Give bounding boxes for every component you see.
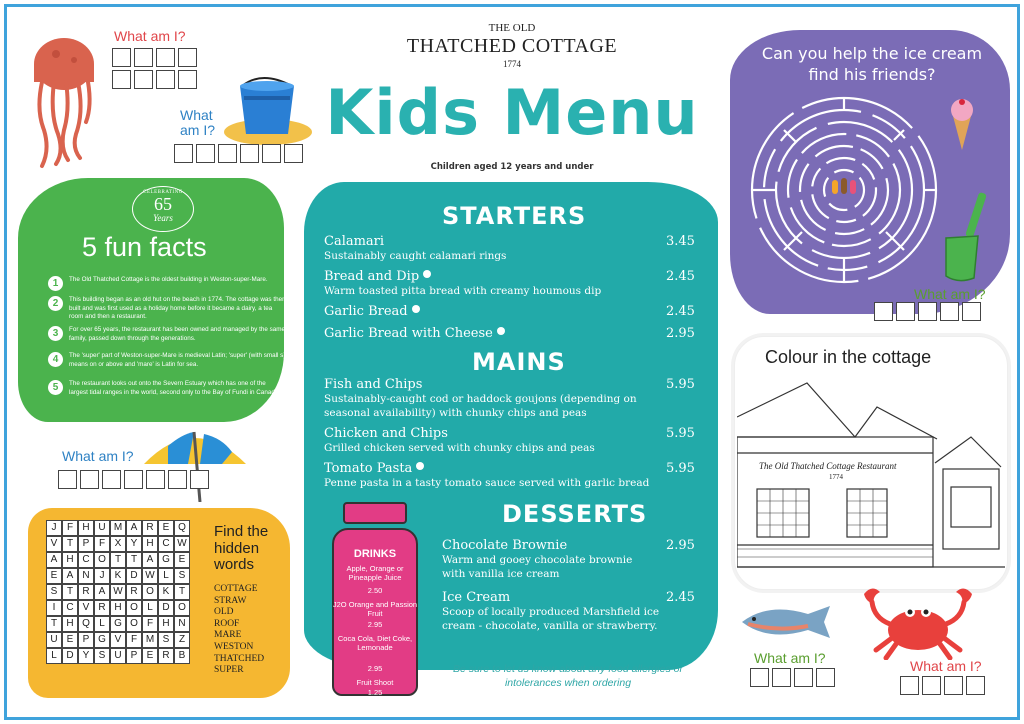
what-am-i-label-umbrella: What am I? [62, 448, 134, 464]
badge-number: 65 [154, 194, 172, 214]
menu-item-name: Garlic Bread [324, 304, 408, 319]
word-search-cell[interactable]: O [94, 552, 110, 568]
menu-item [324, 234, 506, 263]
menu-item-name: Chicken and Chips [324, 426, 448, 441]
menu-item-desc: Penne pasta in a tasty tomato sauce served with garlic bread [324, 477, 650, 489]
word-search-cell[interactable]: T [46, 616, 62, 632]
anniversary-badge [132, 186, 194, 232]
fact-item: 5 The restaurant looks out onto the Severn Estuary which has one of the largest tidal ranges in the world, second only to the Bay of Fundi in Canada. [48, 380, 286, 397]
word-search-cell[interactable]: G [94, 632, 110, 648]
menu-item [324, 269, 601, 298]
answer-boxes-spade[interactable] [874, 302, 981, 321]
drink-price: 1.25 [367, 688, 383, 697]
word-search-cell[interactable]: A [126, 520, 142, 536]
word-search-cell[interactable]: J [46, 520, 62, 536]
hidden-word: STRAW [214, 595, 247, 606]
hidden-word: SUPER [214, 665, 244, 676]
answer-boxes-fish[interactable] [750, 668, 835, 687]
word-search-cell[interactable]: L [142, 600, 158, 616]
word-search-cell[interactable]: O [174, 600, 190, 616]
word-search-cell[interactable]: V [78, 600, 94, 616]
word-search-cell[interactable]: T [174, 584, 190, 600]
word-search-cell[interactable]: R [142, 520, 158, 536]
word-search-grid[interactable] [46, 520, 190, 664]
menu-item-desc: Scoop of locally produced Marshfield ice cream - chocolate, vanilla or strawberry. [442, 606, 660, 632]
word-search-cell[interactable]: S [158, 632, 174, 648]
word-search-cell[interactable]: C [158, 536, 174, 552]
word-search-cell[interactable]: A [46, 552, 62, 568]
answer-boxes-bucket[interactable] [174, 144, 303, 163]
word-search-cell[interactable]: B [174, 648, 190, 664]
hidden-word: ROOF [214, 618, 240, 629]
maze-icon[interactable] [744, 90, 944, 290]
word-search-cell[interactable]: I [46, 600, 62, 616]
vegetarian-icon [416, 462, 424, 470]
word-search-cell[interactable]: U [94, 520, 110, 536]
word-search-cell[interactable]: E [142, 648, 158, 664]
menu-item-price: 2.45 [666, 590, 695, 605]
cottage-sign: The Old Thatched Cottage Restaurant [759, 461, 897, 471]
menu-item-desc: Warm and gooey chocolate brownie with vanilla ice cream [442, 554, 633, 580]
word-search-cell[interactable]: E [62, 632, 78, 648]
word-search-cell[interactable]: A [142, 552, 158, 568]
jellyfish-icon [28, 30, 100, 170]
what-am-i-label-crab: What am I? [910, 658, 982, 674]
word-search-cell[interactable]: A [94, 584, 110, 600]
word-search-cell[interactable]: V [110, 632, 126, 648]
drink-price: 2.95 [367, 620, 383, 629]
word-search-cell[interactable]: N [174, 616, 190, 632]
colouring-title: Colour in the cottage [765, 347, 932, 367]
word-search-cell[interactable]: K [110, 568, 126, 584]
vegetarian-icon [423, 270, 431, 278]
word-search-cell[interactable]: S [94, 648, 110, 664]
menu-item [324, 304, 420, 319]
mains-heading: MAINS [472, 348, 566, 376]
word-search-cell[interactable]: O [126, 616, 142, 632]
word-search-cell[interactable]: F [94, 536, 110, 552]
drink-name: Fruit Shoot [356, 678, 394, 687]
word-search-cell[interactable]: C [62, 600, 78, 616]
menu-item-desc: Grilled chicken served with chunky chips and peas [324, 442, 595, 454]
word-search-cell[interactable]: J [94, 568, 110, 584]
umbrella-icon [138, 426, 250, 502]
menu-item-price: 5.95 [666, 377, 695, 392]
word-search-cell[interactable]: Y [78, 648, 94, 664]
answer-boxes-jellyfish[interactable] [112, 48, 197, 89]
word-search-cell[interactable]: S [174, 568, 190, 584]
fact-item: 1 The Old Thatched Cottage is the oldest building in Weston-super-Mare. [48, 276, 286, 291]
menu-item-desc: Warm toasted pitta bread with creamy houmous dip [324, 285, 602, 297]
maze-title: Can you help the ice cream find his friends? [761, 44, 983, 84]
badge-word: Years [153, 213, 173, 223]
menu-item-name: Ice Cream [442, 590, 511, 605]
word-search-cell[interactable]: E [46, 568, 62, 584]
vegetarian-icon [412, 305, 420, 313]
brand-year: 1774 [503, 59, 521, 69]
menu-item-name: Fish and Chips [324, 377, 423, 392]
word-list [214, 584, 264, 677]
menu-item-name: Bread and Dip [324, 269, 420, 284]
word-search-cell[interactable]: O [142, 584, 158, 600]
drink-price: 2.50 [367, 586, 383, 595]
hidden-word: THATCHED [214, 653, 265, 664]
fact-item: 3 For over 65 years, the restaurant has been owned and managed by the same family, passed down through the generations. [48, 326, 286, 343]
what-am-i-label-bucket: What am I? [180, 107, 216, 139]
fun-facts-title: 5 fun facts [82, 232, 207, 262]
word-search-cell[interactable]: Q [78, 616, 94, 632]
menu-item-desc: Sustainably-caught cod or haddock goujons (depending on seasonal availability) with chunky chips and peas [324, 393, 637, 419]
menu-item [442, 538, 652, 581]
answer-boxes-crab[interactable] [900, 676, 985, 695]
word-search-cell[interactable]: F [142, 616, 158, 632]
word-search-cell[interactable]: N [78, 568, 94, 584]
fun-facts-panel [18, 178, 284, 422]
word-search-cell[interactable]: M [110, 520, 126, 536]
word-search-cell[interactable]: T [126, 552, 142, 568]
word-search-cell[interactable]: V [46, 536, 62, 552]
what-am-i-label-jellyfish: What am I? [114, 28, 186, 44]
bottle-cap [343, 502, 407, 524]
menu-item-price: 2.95 [666, 326, 695, 341]
what-am-i-label-fish: What am I? [754, 650, 826, 666]
word-search-cell[interactable]: Y [126, 536, 142, 552]
badge-top-text: CELEBRATING [143, 190, 183, 195]
menu-item-desc: Sustainably caught calamari rings [324, 250, 507, 262]
word-search-cell[interactable]: M [142, 632, 158, 648]
fact-item: 4 The 'super' part of Weston-super-Mare is medieval Latin; 'super' (with small s) means on or above and 'mare' is Latin for sea. [48, 352, 286, 369]
word-search-cell[interactable]: F [62, 520, 78, 536]
menu-item-name: Chocolate Brownie [442, 538, 568, 553]
page-title: Kids Menu [325, 76, 699, 149]
menu-item [324, 326, 505, 341]
ice-cream-icon [948, 94, 976, 152]
crab-icon [860, 584, 976, 660]
word-search-panel [28, 508, 290, 698]
menu-item-price: 3.45 [666, 234, 695, 249]
word-search-cell[interactable]: D [126, 568, 142, 584]
word-search-cell[interactable]: P [78, 536, 94, 552]
word-search-cell[interactable]: C [78, 552, 94, 568]
menu-item-price: 2.45 [666, 269, 695, 284]
menu-item [324, 377, 644, 420]
word-search-cell[interactable]: R [94, 600, 110, 616]
word-search-cell[interactable]: T [62, 584, 78, 600]
word-search-cell[interactable]: L [94, 616, 110, 632]
menu-item [324, 461, 649, 490]
word-search-cell[interactable]: G [110, 616, 126, 632]
word-search-cell[interactable]: A [62, 568, 78, 584]
word-search-title: Find the hidden words [214, 523, 269, 573]
menu-item-name: Calamari [324, 234, 385, 249]
spade-icon [938, 190, 998, 284]
hidden-word: COTTAGE [214, 584, 258, 594]
word-search-cell[interactable]: R [126, 584, 142, 600]
menu-item-price: 2.95 [666, 538, 695, 553]
word-search-cell[interactable]: H [62, 616, 78, 632]
colouring-panel [734, 336, 1008, 590]
word-search-cell[interactable]: W [174, 536, 190, 552]
menu-item [442, 590, 682, 633]
brand-the-old: THE OLD [488, 22, 536, 34]
word-search-cell[interactable]: H [78, 520, 94, 536]
hidden-word: OLD [214, 607, 234, 618]
word-search-cell[interactable]: T [62, 536, 78, 552]
word-search-cell[interactable]: P [78, 632, 94, 648]
drinks-title: DRINKS [353, 548, 397, 560]
drink-name: Apple, Orange or Pineapple Juice [346, 564, 404, 583]
allergy-note: Be sure to let us know about any food allergies or intolerances when ordering [453, 663, 683, 689]
word-search-cell[interactable]: U [110, 648, 126, 664]
word-search-cell[interactable]: P [126, 648, 142, 664]
word-search-cell[interactable]: D [62, 648, 78, 664]
word-search-cell[interactable]: Q [174, 520, 190, 536]
word-search-cell[interactable]: H [158, 616, 174, 632]
fish-icon [738, 602, 834, 642]
hidden-word: MARE [214, 630, 242, 641]
menu-item-price: 5.95 [666, 426, 695, 441]
what-am-i-label-spade: What am I? [914, 286, 986, 302]
word-search-cell[interactable]: K [158, 584, 174, 600]
word-search-cell[interactable]: R [158, 648, 174, 664]
word-search-cell[interactable]: G [158, 552, 174, 568]
page-subtitle: Children aged 12 years and under [430, 162, 594, 172]
cottage-sign-year: 1774 [829, 473, 843, 481]
menu-item-name: Garlic Bread with Cheese [324, 326, 493, 341]
word-search-cell[interactable]: U [46, 632, 62, 648]
word-search-cell[interactable]: X [110, 536, 126, 552]
bucket-icon [222, 74, 314, 146]
word-search-cell[interactable]: S [46, 584, 62, 600]
menu-item-price: 5.95 [666, 461, 695, 476]
drink-name: J2O Orange and Passion Fruit [332, 600, 418, 619]
word-search-cell[interactable]: W [142, 568, 158, 584]
menu-item-name: Tomato Pasta [324, 461, 413, 476]
fact-item: 2 This building began as an old hut on the beach in 1774. The cottage was then built and was first used as a holiday home before it became a dairy, a tea room and then a restaurant. [48, 296, 286, 322]
word-search-cell[interactable]: H [142, 536, 158, 552]
word-search-cell[interactable]: L [158, 568, 174, 584]
word-search-cell[interactable]: T [110, 552, 126, 568]
word-search-cell[interactable]: Z [174, 632, 190, 648]
answer-boxes-umbrella[interactable] [58, 470, 209, 489]
desserts-heading: DESSERTS [502, 500, 648, 528]
word-search-cell[interactable]: O [126, 600, 142, 616]
cottage-drawing-icon[interactable] [737, 377, 1005, 587]
brand-name: THATCHED COTTAGE [406, 35, 618, 57]
word-search-cell[interactable]: E [174, 552, 190, 568]
drink-price: 2.95 [367, 664, 383, 673]
hidden-word: WESTON [214, 641, 254, 652]
word-search-cell[interactable]: R [78, 584, 94, 600]
drink-name: Coca Cola, Diet Coke, Lemonade [337, 634, 413, 653]
word-search-cell[interactable]: H [62, 552, 78, 568]
word-search-cell[interactable]: E [158, 520, 174, 536]
menu-item-price: 2.45 [666, 304, 695, 319]
drinks-bottle [330, 502, 420, 696]
word-search-cell[interactable]: W [110, 584, 126, 600]
starters-heading: STARTERS [442, 202, 587, 230]
word-search-cell[interactable]: F [126, 632, 142, 648]
word-search-cell[interactable]: L [46, 648, 62, 664]
vegetarian-icon [497, 327, 505, 335]
word-search-cell[interactable]: H [110, 600, 126, 616]
word-search-cell[interactable]: D [158, 600, 174, 616]
menu-item [324, 426, 595, 455]
